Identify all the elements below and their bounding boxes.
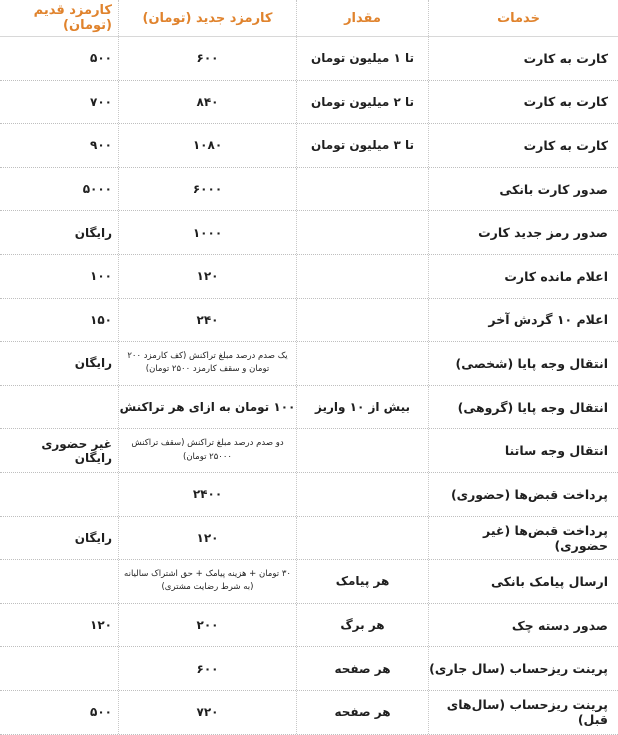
new-fee-cell-text: ۷۲۰ xyxy=(196,705,219,720)
service-cell xyxy=(428,560,618,603)
amount-cell-text: بیش از ۱۰ واریز xyxy=(314,400,411,415)
new-fee-cell xyxy=(118,386,296,429)
service-cell xyxy=(428,691,618,734)
service-cell-text: صدور دسته چک xyxy=(511,617,608,633)
service-cell xyxy=(428,37,618,80)
amount-cell xyxy=(296,168,428,211)
service-cell xyxy=(428,517,618,560)
service-cell-text: پرینت ریزحساب (سال‌های قبل) xyxy=(446,697,608,728)
new-fee-cell-text: ۲۴۰۰ xyxy=(192,487,223,502)
old-fee-cell xyxy=(0,211,118,254)
new-fee-cell xyxy=(118,299,296,342)
table-row xyxy=(0,473,618,517)
amount-cell xyxy=(296,81,428,124)
old-fee-cell xyxy=(0,647,118,690)
amount-cell xyxy=(296,691,428,734)
amount-cell xyxy=(296,517,428,560)
new-fee-cell xyxy=(118,168,296,211)
header-new-fee: کارمزد جدید (تومان) xyxy=(118,0,296,36)
service-cell-text: پرینت ریزحساب (سال جاری) xyxy=(429,661,608,677)
old-fee-cell xyxy=(0,691,118,734)
amount-cell-text: هر صفحه xyxy=(334,705,391,720)
table-row xyxy=(0,647,618,691)
service-cell-text: اعلام مانده کارت xyxy=(504,268,608,284)
new-fee-cell-text: ۶۰۰۰ xyxy=(192,182,223,197)
service-cell xyxy=(428,299,618,342)
old-fee-cell xyxy=(0,299,118,342)
new-fee-cell xyxy=(118,517,296,560)
service-cell-text: اعلام ۱۰ گردش آخر xyxy=(488,312,608,328)
service-cell-text: ارسال پیامک بانکی xyxy=(490,573,608,589)
service-cell xyxy=(428,429,618,472)
new-fee-cell xyxy=(118,255,296,298)
old-fee-cell xyxy=(0,386,118,429)
new-fee-cell-text: ۱۰۸۰ xyxy=(192,138,223,153)
old-fee-cell-text: رایگان xyxy=(74,225,112,240)
old-fee-cell xyxy=(0,255,118,298)
amount-cell xyxy=(296,37,428,80)
new-fee-cell xyxy=(118,560,296,603)
new-fee-cell-text: یک صدم درصد مبلغ تراکنش (کف کارمزد ۲۰۰ تومان و سقف کارمزد ۲۵۰۰ تومان) xyxy=(127,351,288,375)
amount-cell xyxy=(296,560,428,603)
table-row xyxy=(0,211,618,255)
service-cell xyxy=(428,342,618,385)
new-fee-cell-text: ۶۰۰ xyxy=(196,51,219,66)
amount-cell xyxy=(296,211,428,254)
service-cell xyxy=(428,124,618,167)
service-cell-text: صدور رمز جدید کارت xyxy=(478,225,608,241)
old-fee-cell-text: رایگان xyxy=(74,530,112,545)
old-fee-cell xyxy=(0,168,118,211)
table-row xyxy=(0,299,618,343)
new-fee-cell-text: ۱۰۰ تومان به ازای هر تراکنش xyxy=(119,400,296,415)
old-fee-cell xyxy=(0,124,118,167)
service-cell xyxy=(428,604,618,647)
new-fee-cell-text: ۱۰۰۰ xyxy=(192,225,223,240)
amount-cell-text: تا ۲ میلیون تومان xyxy=(311,94,414,109)
service-cell-text: پرداخت قبض‌ها (غیر حضوری) xyxy=(483,522,608,553)
amount-cell xyxy=(296,647,428,690)
service-cell-text: پرداخت قبض‌ها (حضوری) xyxy=(450,486,608,502)
old-fee-cell xyxy=(0,81,118,124)
service-cell xyxy=(428,255,618,298)
header-old-fee: کارمزد قدیم (تومان) xyxy=(33,3,112,33)
amount-cell xyxy=(296,473,428,516)
old-fee-cell-text: ۱۰۰ xyxy=(90,269,112,284)
old-fee-cell-text: ۹۰۰ xyxy=(90,138,112,153)
service-cell xyxy=(428,386,618,429)
service-cell-text: کارت به کارت xyxy=(523,94,608,110)
amount-cell-text: هر صفحه xyxy=(334,661,391,676)
service-cell-text: انتقال وجه ساتنا xyxy=(504,443,608,459)
new-fee-cell-text: ۱۲۰ xyxy=(196,530,219,545)
table-body xyxy=(0,37,618,735)
table-row xyxy=(0,517,618,561)
service-cell xyxy=(428,81,618,124)
table-row xyxy=(0,124,618,168)
old-fee-cell-text: ۱۲۰ xyxy=(90,618,112,633)
new-fee-cell-text: ۲۰۰ xyxy=(196,618,219,633)
amount-cell-text: تا ۳ میلیون تومان xyxy=(311,138,414,153)
table-header xyxy=(0,0,618,37)
amount-cell xyxy=(296,604,428,647)
header-amount: مقدار xyxy=(296,0,428,36)
table-row xyxy=(0,691,618,735)
new-fee-cell xyxy=(118,37,296,80)
amount-cell-text: هر برگ xyxy=(340,618,385,633)
amount-cell xyxy=(296,386,428,429)
new-fee-cell xyxy=(118,124,296,167)
table-row xyxy=(0,560,618,604)
new-fee-cell-text: ۸۴۰ xyxy=(196,94,219,109)
service-cell-text: کارت به کارت xyxy=(523,50,608,66)
old-fee-cell-text: رایگان xyxy=(74,356,112,371)
old-fee-cell-text: ۵۰۰ xyxy=(90,51,112,66)
table-row xyxy=(0,255,618,299)
table-row xyxy=(0,429,618,473)
amount-cell-text: تا ۱ میلیون تومان xyxy=(311,51,414,66)
old-fee-cell xyxy=(0,560,118,603)
table-row xyxy=(0,37,618,81)
amount-cell xyxy=(296,429,428,472)
header-service: خدمات xyxy=(428,0,618,36)
new-fee-cell xyxy=(118,342,296,385)
old-fee-cell xyxy=(0,429,118,472)
old-fee-cell-text: غیر حضوری رایگان xyxy=(41,436,112,465)
table-row xyxy=(0,81,618,125)
service-cell-text: انتقال وجه پایا (گروهی) xyxy=(457,399,608,415)
new-fee-cell xyxy=(118,211,296,254)
new-fee-cell-text: دو صدم درصد مبلغ تراکنش (سقف تراکنش ۲۵۰۰۰ تومان) xyxy=(131,438,284,462)
new-fee-cell xyxy=(118,429,296,472)
table-row xyxy=(0,604,618,648)
table-row xyxy=(0,342,618,386)
amount-cell-text: هر پیامک xyxy=(335,574,390,589)
old-fee-cell-text: ۷۰۰ xyxy=(90,94,112,109)
table-row xyxy=(0,168,618,212)
table-row xyxy=(0,386,618,430)
old-fee-cell xyxy=(0,342,118,385)
new-fee-cell-text: ۳۰ تومان + هزینه پیامک + حق اشتراک سالیانه (به شرط رضایت مشتری) xyxy=(124,569,291,593)
service-cell xyxy=(428,168,618,211)
service-cell xyxy=(428,211,618,254)
amount-cell xyxy=(296,124,428,167)
old-fee-cell xyxy=(0,473,118,516)
new-fee-cell-text: ۲۴۰ xyxy=(196,312,219,327)
service-cell xyxy=(428,647,618,690)
new-fee-cell xyxy=(118,691,296,734)
service-cell-text: صدور کارت بانکی xyxy=(499,181,608,197)
new-fee-cell-text: ۶۰۰ xyxy=(196,661,219,676)
new-fee-cell xyxy=(118,473,296,516)
service-cell-text: کارت به کارت xyxy=(523,137,608,153)
service-cell xyxy=(428,473,618,516)
amount-cell xyxy=(296,255,428,298)
old-fee-cell xyxy=(0,604,118,647)
old-fee-cell xyxy=(0,517,118,560)
service-cell-text: انتقال وجه پایا (شخصی) xyxy=(455,355,608,371)
new-fee-cell-text: ۱۲۰ xyxy=(196,269,219,284)
old-fee-cell-text: ۱۵۰ xyxy=(90,312,112,327)
new-fee-cell xyxy=(118,81,296,124)
new-fee-cell xyxy=(118,647,296,690)
amount-cell xyxy=(296,299,428,342)
new-fee-cell xyxy=(118,604,296,647)
old-fee-cell xyxy=(0,37,118,80)
old-fee-cell-text: ۵۰۰۰ xyxy=(82,182,112,197)
amount-cell xyxy=(296,342,428,385)
old-fee-cell-text: ۵۰۰ xyxy=(90,705,112,720)
